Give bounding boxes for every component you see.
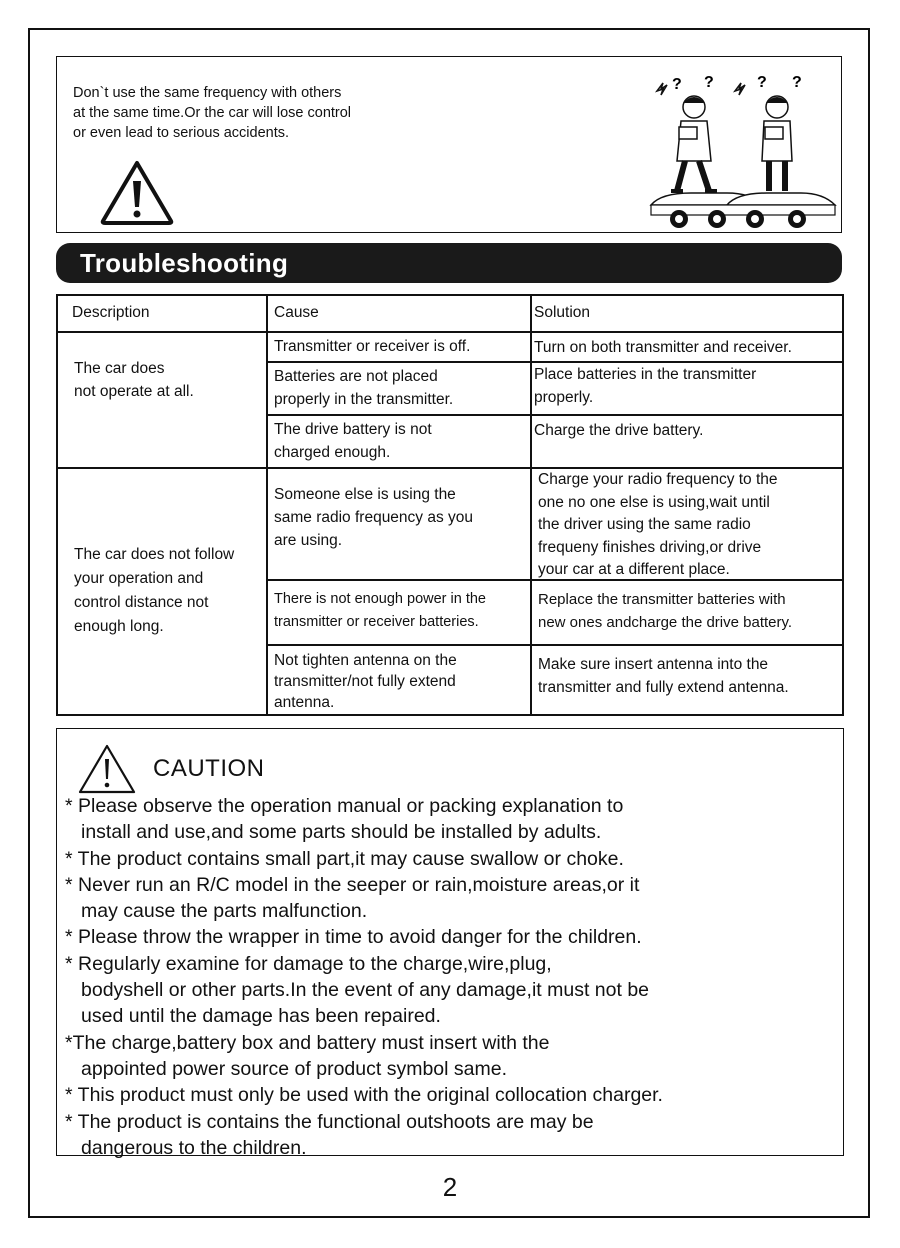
caution-line: * The product contains small part,it may cause swallow or choke.: [65, 847, 624, 870]
header-cause: Cause: [274, 304, 319, 321]
cause-cell: The drive battery is not charged enough.: [274, 421, 432, 461]
svg-text:?: ?: [757, 74, 767, 91]
caution-box: [56, 728, 844, 1159]
cause-cell: Transmitter or receiver is off.: [274, 338, 471, 355]
warning-line: at the same time.Or the car will lose control: [73, 105, 352, 121]
frequency-warning-box: [56, 56, 842, 233]
solution-cell: Replace the transmitter batteries with new ones andcharge the drive battery.: [538, 591, 793, 631]
header-solution: Solution: [534, 304, 591, 321]
caution-list: [65, 793, 663, 1161]
cause-cell: There is not enough power in the transmitter or receiver batteries.: [274, 591, 486, 630]
svg-text:?: ?: [672, 76, 682, 93]
description-cell: The car does not follow your operation and control distance not enough long.: [74, 546, 235, 635]
table-border: [56, 294, 844, 296]
caution-line: * Please observe the operation manual or packing explanation to: [65, 795, 624, 817]
solution-cell: Place batteries in the transmitter properly.: [534, 366, 757, 406]
svg-text:?: ?: [704, 74, 714, 91]
cause-cell: Batteries are not placed properly in the transmitter.: [274, 368, 454, 408]
table-border: [56, 714, 844, 716]
warning-line: or even lead to serious accidents.: [73, 125, 290, 141]
cause-cell: Someone else is using the same radio frequency as you are using.: [274, 486, 474, 549]
caution-line: * The product is contains the functional outshoots are may be: [65, 1110, 594, 1133]
troubleshooting-table: [56, 294, 844, 716]
section-title: Troubleshooting: [80, 248, 289, 278]
cause-cell: Not tighten antenna on the transmitter/not fully extend antenna.: [274, 652, 457, 711]
row-divider: [266, 644, 844, 646]
description-cell: The car does not operate at all.: [74, 360, 194, 400]
solution-cell: Charge the drive battery.: [534, 422, 704, 439]
caution-line: dangerous to the children.: [81, 1136, 307, 1159]
frequency-warning-text: [73, 83, 351, 143]
page-number: 2: [442, 1172, 458, 1202]
column-divider: [266, 294, 268, 716]
row-divider: [266, 414, 844, 416]
caution-line: *The charge,battery box and battery must insert with the: [65, 1031, 550, 1054]
solution-cell: Make sure insert antenna into the transmitter and fully extend antenna.: [538, 656, 789, 696]
caution-line: appointed power source of product symbol same.: [81, 1057, 507, 1080]
caution-line: * Regularly examine for damage to the charge,wire,plug,: [65, 952, 552, 975]
table-border: [56, 294, 58, 716]
warning-line: Don`t use the same frequency with others: [73, 85, 342, 101]
caution-line: bodyshell or other parts.In the event of any damage,it must not be: [81, 979, 650, 1002]
caution-triangle-icon: [77, 743, 137, 795]
caution-title: CAUTION: [153, 755, 265, 782]
table-border: [842, 294, 844, 716]
column-divider: [530, 294, 532, 716]
header-divider: [56, 331, 844, 333]
caution-line: used until the damage has been repaired.: [81, 1005, 441, 1028]
solution-cell: Charge your radio frequency to the one no one else is using,wait until the driver using the same radio frequeny finishes driving,or drive your car at a different place.: [538, 471, 778, 578]
caution-line: * Please throw the wrapper in time to avoid danger for the children.: [65, 926, 642, 949]
svg-text:?: ?: [792, 74, 802, 91]
warning-triangle-icon: [97, 157, 177, 227]
header-description: Description: [72, 304, 150, 321]
caution-line: may cause the parts malfunction.: [81, 900, 368, 923]
caution-line: install and use,and some parts should be installed by adults.: [81, 821, 602, 844]
caution-line: * This product must only be used with the original collocation charger.: [65, 1084, 663, 1107]
solution-cell: Turn on both transmitter and receiver.: [534, 339, 792, 356]
kids-collision-illustration: [587, 65, 843, 233]
troubleshooting-header: [56, 243, 842, 283]
caution-line: * Never run an R/C model in the seeper or rain,moisture areas,or it: [65, 873, 640, 896]
